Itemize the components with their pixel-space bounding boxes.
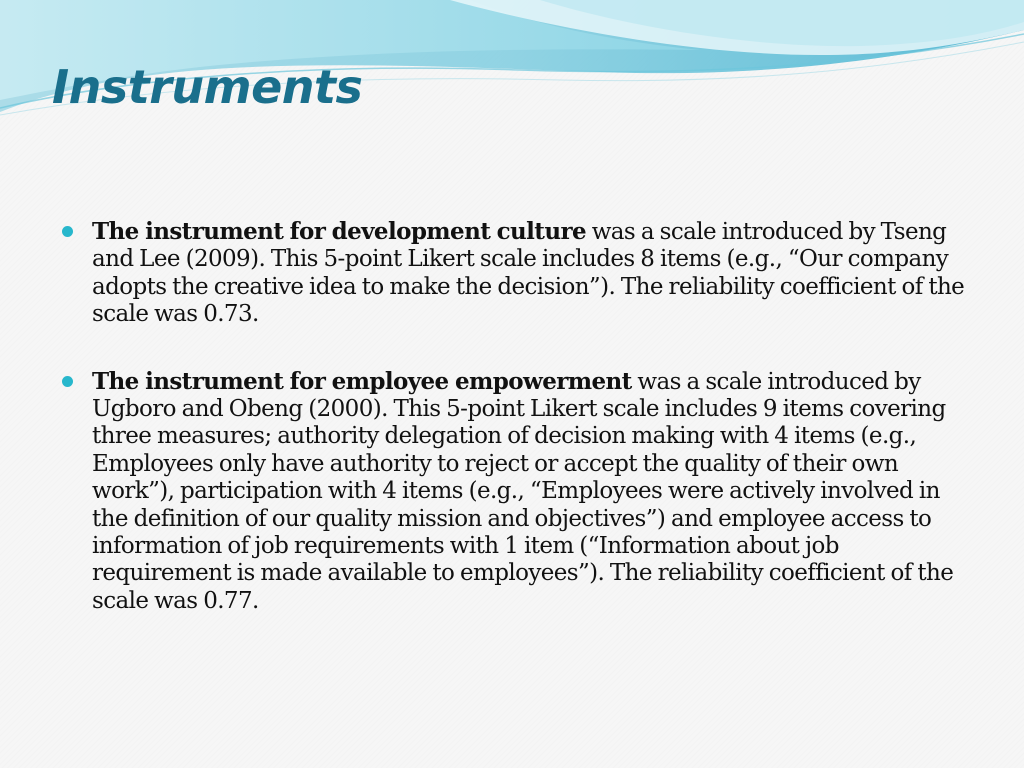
bullet-list <box>60 218 965 615</box>
bullet-lead: The instrument for development culture <box>92 218 586 245</box>
bullet-item <box>60 218 965 329</box>
bullet-text: was a scale introduced by Ugboro and Obeng (2000). This 5-point Likert scale includes 9 items covering three measures; authority delegation of decision making with 4 items (e.g., Employees only have authority to reject or accept the quality of their own work”), participation with 4 items (e.g., “Employees were actively involved in the definition of our quality mission and objectives”) and employee access to information of job requirements with 1 item (“Information about job requirement is made available to employees”). The reliability coefficient of the scale was 0.77. <box>92 368 954 614</box>
page-title: Instruments <box>52 60 363 114</box>
bullet-lead: The instrument for employee empowerment <box>92 367 632 395</box>
bullet-item <box>60 368 965 616</box>
bullet-dot-icon <box>62 226 73 237</box>
bullet-text: was a scale introduced by Tseng and Lee (2009). This 5-point Likert scale includes 8 items (e.g., “Our company adopts the creative idea to make the decision”). The reliability coefficient of the scale was 0.73. <box>92 219 965 328</box>
bullet-dot-icon <box>62 376 73 387</box>
